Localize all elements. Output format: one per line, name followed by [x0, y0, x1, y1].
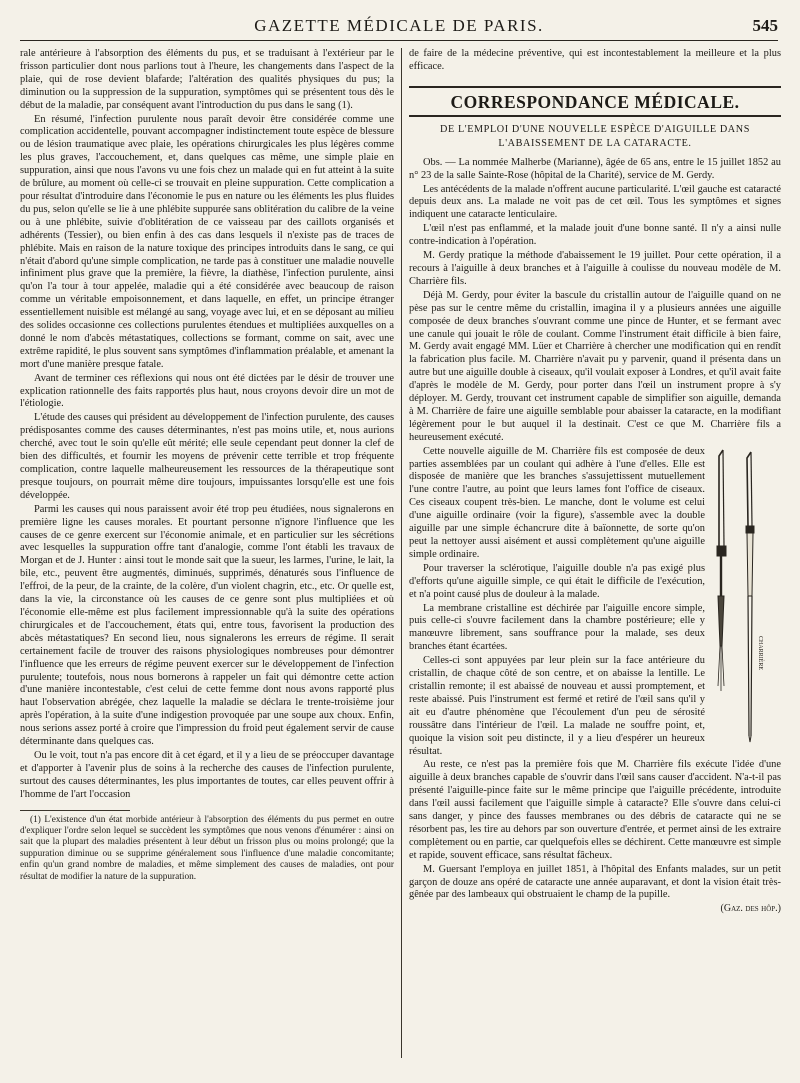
paragraph: Avant de terminer ces réflexions qui nous ont été dictées par le désir de trouver une explication rationnelle des faits rapportés plus haut, nous croyons devoir dire un mot de l'étiologie.	[20, 372, 394, 410]
paragraph: M. Guersant l'employa en juillet 1851, à l'hôpital des Enfants malades, sur un petit garçon de douze ans opéré de cataracte une année auparavant, et dont la vision était très-gênée par des lambeaux qui obstruaient le champ de la pupille.	[409, 863, 781, 901]
paragraph: En résumé, l'infection purulente nous paraît devoir être considérée comme une complication accidentelle, pouvant accompagner indistinctement toute espèce de blessure ou de lésion traumatique avec plaie, les opérations chirurgicales les plus légères comme les plus graves, l'accouchement, et, dans quelques cas même, une simple plaie en suppuration, ainsi que nous l'avons vu une fois chez un malade qui en fut atteint à la suite de brûlure, au moment où celle-ci se trouvait en pleine suppuration. Cette complication a pour résultat d'introduire dans l'économie le pus en nature ou les éléments les plus fluides du pus, selon qu'elle se lie à une phlébite suppurée sans oblitération du calibre de la veine ou à une phlébite, suivie d'oblitération de ce vaisseau par des caillots organisés et adhérents (Tessier), ou bien enfin à des cas dans lesquels il n'existe pas de traces de phlébite. Mais en raison de la nature toxique des principes introduits dans le sang, ce qui n'était d'abord qu'une simple complication, ne tarde pas à constituer une maladie nouvelle infiniment plus grave que la première, la fièvre, la diathèse, l'infection purulente, ainsi qu'on l'a tour à tour appelée, maladie qui a été considérée avec beaucoup de raison comme un véritable empoisonnement, et dans laquelle, en effet, un principe étranger essentiellement nuisible est mélangé au sang, voyage avec lui, et en se déposant au milieu des solides occasionne ces collections purulentes étendues et multipliées auxquelles on a donné le nom d'abcès métastatiques, collections se formant, comme on sait, avec une extrême rapidité, le plus souvent sans symptômes d'inflammation préalable, et amenant la mort d'une manière presque fatale.	[20, 113, 394, 370]
paragraph: Déjà M. Gerdy, pour éviter la bascule du cristallin autour de l'aiguille quand on ne pèse pas sur le centre même du cristallin, imagina il y a plusieurs années une aiguille composée de deux branches s'ouvrant comme une pince de Hunter, et se fermant avec une canule qui jouait le rôle de coulant. Comme l'instrument était difficile à bien faire, M. Gerdy avait engagé MM. Lüer et Charrière à chercher une modification qui en rendît la fabrication plus facile. M. Charrière n'avait pu y parvenir, quand il présenta dans un autre but une aiguille double à ciseaux, qu'il voulait exposer à Londres, et qu'il avait faite d'après le modèle de M. Gerdy, pour porter dans l'œil un instrument propre à s'y déployer. M. Gerdy, trouvant cet instrument capable de simplifier son aiguille, demanda à M. Charrière de faire une aiguille semblable pour abaisser la cataracte, en la modifiant légèrement pour le but auquel il la destinait. C'est ce que M. Charrière fils a heureusement exécuté.	[409, 289, 781, 443]
paragraph: Au reste, ce n'est pas la première fois que M. Charrière fils exécute l'idée d'une aiguille à deux branches capable de s'ouvrir dans l'œil sans causer d'accident. N'a-t-il pas présenté l'aiguille-pince faite sur le même principe que l'aiguille précédente, introduite dans l'œil aussi facilement que l'aiguille simple à cataracte? Elle s'ouvre dans celui-ci sans danger, y pince des fausses membranes ou des débris de cataracte qui ne se résorbent pas, les tire au dehors par son ouverture d'entrée, et permet ainsi de les extraire complètement ou en partie, car quelquefois elles se déchirent. Cette manœuvre est simple et rapide, souvent efficace, sans résultat fâcheux.	[409, 759, 781, 861]
paragraph: La membrane cristalline est déchirée par l'aiguille encore simple, puis celle-ci s'ouvre facilement dans la chambre postérieure; elle y manœuvre librement, sans souffrance pour la malade, ses deux branches étant écartées.	[409, 602, 705, 653]
figure-row	[409, 446, 781, 760]
article-title	[409, 123, 781, 151]
figure-label: CHARRIÈRE	[757, 635, 763, 670]
paragraph: L'œil n'est pas enflammé, et la malade jouit d'une bonne santé. Il n'y a ainsi nulle contre-indication à l'opération.	[409, 223, 781, 248]
right-column	[409, 48, 781, 1068]
paragraph: Parmi les causes qui nous paraissent avoir été trop peu étudiées, nous signalerons en première ligne les causes morales. Et pourtant personne n'ignore l'influence que les causes de ce genre exercent sur l'économie animale, et en particulier sur les sécrétions avec lesquelles la suppuration offre tant d'analogie, comme l'ont établi les travaux de Morgan et de J. Hunter : ainsi tout le monde sait que la sueur, les larmes, l'urine, le lait, la bile, etc., peuvent être augmentés, diminués, supprimés, dénaturés sous l'influence de l'effroi, de la peur, de la crainte, de la colère, d'un violent chagrin, etc., etc. Or quelle est, dans la vie, la circonstance où les causes de ce genre sont plus multipliées et où l'économie elle-même est plus facilement impressionnable qu'à la suite des opérations chirurgicales et de l'accouchement, états qui, entre tous, favorisent la production des abcès métastatiques? En second lieu, nous signalerons les erreurs de régime. Il serait certainement facile de trouver des raisons physiologiques nombreuses pour démontrer l'influence que les erreurs de régime peuvent exercer sur le développement de l'infection purulente; toutefois, nous nous bornerons à rappeler un fait qui démontre cette action d'une manière incontestable, c'est celui de cette femme dont nous avons rapporté plus haut l'observation abrégée, chez laquelle la maladie se déclara le trente-troisième jour après l'opération, à la suite d'une indigestion provoquée par une soupe aux choux. Enfin, nous serions assez porté à croire que l'impression du froid peut également servir de cause déterminante dans quelques cas.	[20, 503, 394, 748]
section-title: CORRESPONDANCE MÉDICALE.	[450, 91, 740, 112]
section-header	[409, 86, 781, 117]
left-column	[20, 48, 394, 1068]
paragraph: Ou le voit, tout n'a pas encore dit à cet égard, et il y a lieu de se préoccuper davantage et d'apporter à l'avenir plus de soins à la recherche des causes de l'infection purulente, surtout des causes déterminantes, les plus importantes de toutes, car elles peuvent offrir à l'homme de l'art l'occasion	[20, 749, 394, 800]
running-title: GAZETTE MÉDICALE DE PARIS.	[254, 16, 544, 35]
paragraph: Celles-ci sont appuyées par leur plein sur la face antérieure du cristallin, de chaque côté de son centre, et on abaisse la lentille. Le cristallin remonte; il est abaissé de nouveau et aussi promptement, et reste abaissé. Puis l'instrument est fermé et retiré de l'œil sans qu'il y ait eu d'autre phénomène que l'écoulement d'un peu de sérosité roussâtre dans l'intérieur de l'œil. La malade ne souffre point, et, quoique la vision soit peu distincte, il y a lieu d'espérer un heureux résultat.	[409, 655, 705, 757]
footnote-divider	[20, 810, 130, 811]
footnote: (1) L'existence d'un état morbide antérieur à l'absorption des éléments du pus permet en outre d'expliquer l'ordre selon lequel se succèdent les symptômes que nous venons d'énumérer : ainsi on sait que la plupart des maladies présentent à leur début un frisson plus ou moins prolongé; que la suppuration diminue ou se supprime généralement sous l'influence d'une maladie concomitante; enfin qu'un grand nombre de maladies, et même simplement des causes de maladies, ont pour résultat de modifier la nature de la suppuration.	[20, 814, 394, 882]
column-divider	[401, 48, 402, 1058]
source-signature: (Gaz. des hôp.)	[720, 903, 781, 915]
article-title-line: DE L'EMPLOI D'UNE NOUVELLE ESPÈCE D'AIGUILLE DANS	[440, 123, 750, 135]
page-number: 545	[752, 16, 778, 35]
paragraph: Obs. — La nommée Malherbe (Marianne), âgée de 65 ans, entre le 15 juillet 1852 au n° 23 de la salle Sainte-Rose (hôpital de la Charité), service de M. Gerdy.	[409, 156, 781, 181]
needle-illustration	[709, 446, 781, 746]
article-title-line: L'ABAISSEMENT DE LA CATARACTE.	[498, 137, 692, 149]
paragraph: rale antérieure à l'absorption des éléments du pus, et se traduisant à l'extérieur par le frisson particulier dont nous parlions tout à l'heure, les changements dans l'aspect de la plaie, qui de rose devient blafarde; l'altération des qualités physiques du pus; la diminution ou la suppression de la suppuration, symptômes qui se présentent tous dès le début de la maladie, par conséquent avant l'introduction du pus dans le sang (1).	[20, 48, 394, 111]
needle-figure	[709, 446, 781, 746]
paragraph: M. Gerdy pratique la méthode d'abaissement le 19 juillet. Pour cette opération, il a recours à l'aiguille à deux branches et à l'aiguille à coulisse du nouveau modèle de M. Charrière fils.	[409, 250, 781, 287]
paragraph: L'étude des causes qui président au développement de l'infection purulente, des causes prédisposantes comme des causes déterminantes, n'est pas moins utile, et, nous aurions cherché, avec tout le soin qu'elle eût mérité; elle seule cependant peut donner la clef de bien des difficultés, et fournir les moyens de prévenir cette terrible et trop fréquente complication, contre laquelle malheureusement les ressources de la thérapeutique sont presque toujours, on pourrait même dire toujours, impuissantes lorsqu'elle est une fois développée.	[20, 412, 394, 501]
paragraph: de faire de la médecine préventive, qui est incontestablement la meilleure et la plus efficace.	[409, 48, 781, 72]
needle-right	[746, 452, 754, 742]
figure-text	[409, 446, 705, 760]
paragraph: Les antécédents de la malade n'offrent aucune particularité. L'œil gauche est cataracté depuis deux ans. La malade ne voit pas de cet œil. Tous les symptômes et signes indiquent une cataracte lenticulaire.	[409, 183, 781, 221]
running-head	[20, 14, 778, 41]
paragraph: Cette nouvelle aiguille de M. Charrière fils est composée de deux parties assemblées par un coulant qui adhère à l'une d'elles. Elle est disposée de manière que les branches s'assujettissent mutuellement l'une contre l'autre, au point que leurs lames font l'office de ciseaux. Ces ciseaux coupent très-bien. Le manche, dont le volume est celui d'une aiguille ordinaire (voir la figure), s'assemble avec la double aiguille par une simple échancrure dite à baïonnette, de sorte qu'on peut la nettoyer aussi aisément et aussi complètement qu'une aiguille simple ordinaire.	[409, 445, 705, 560]
needle-left	[717, 450, 726, 691]
paragraph: Pour traverser la sclérotique, l'aiguille double n'a pas exigé plus d'efforts qu'une aiguille simple, ce qui était le difficile de l'exécution, et n'a point causé plus de douleur à la malade.	[409, 562, 705, 600]
